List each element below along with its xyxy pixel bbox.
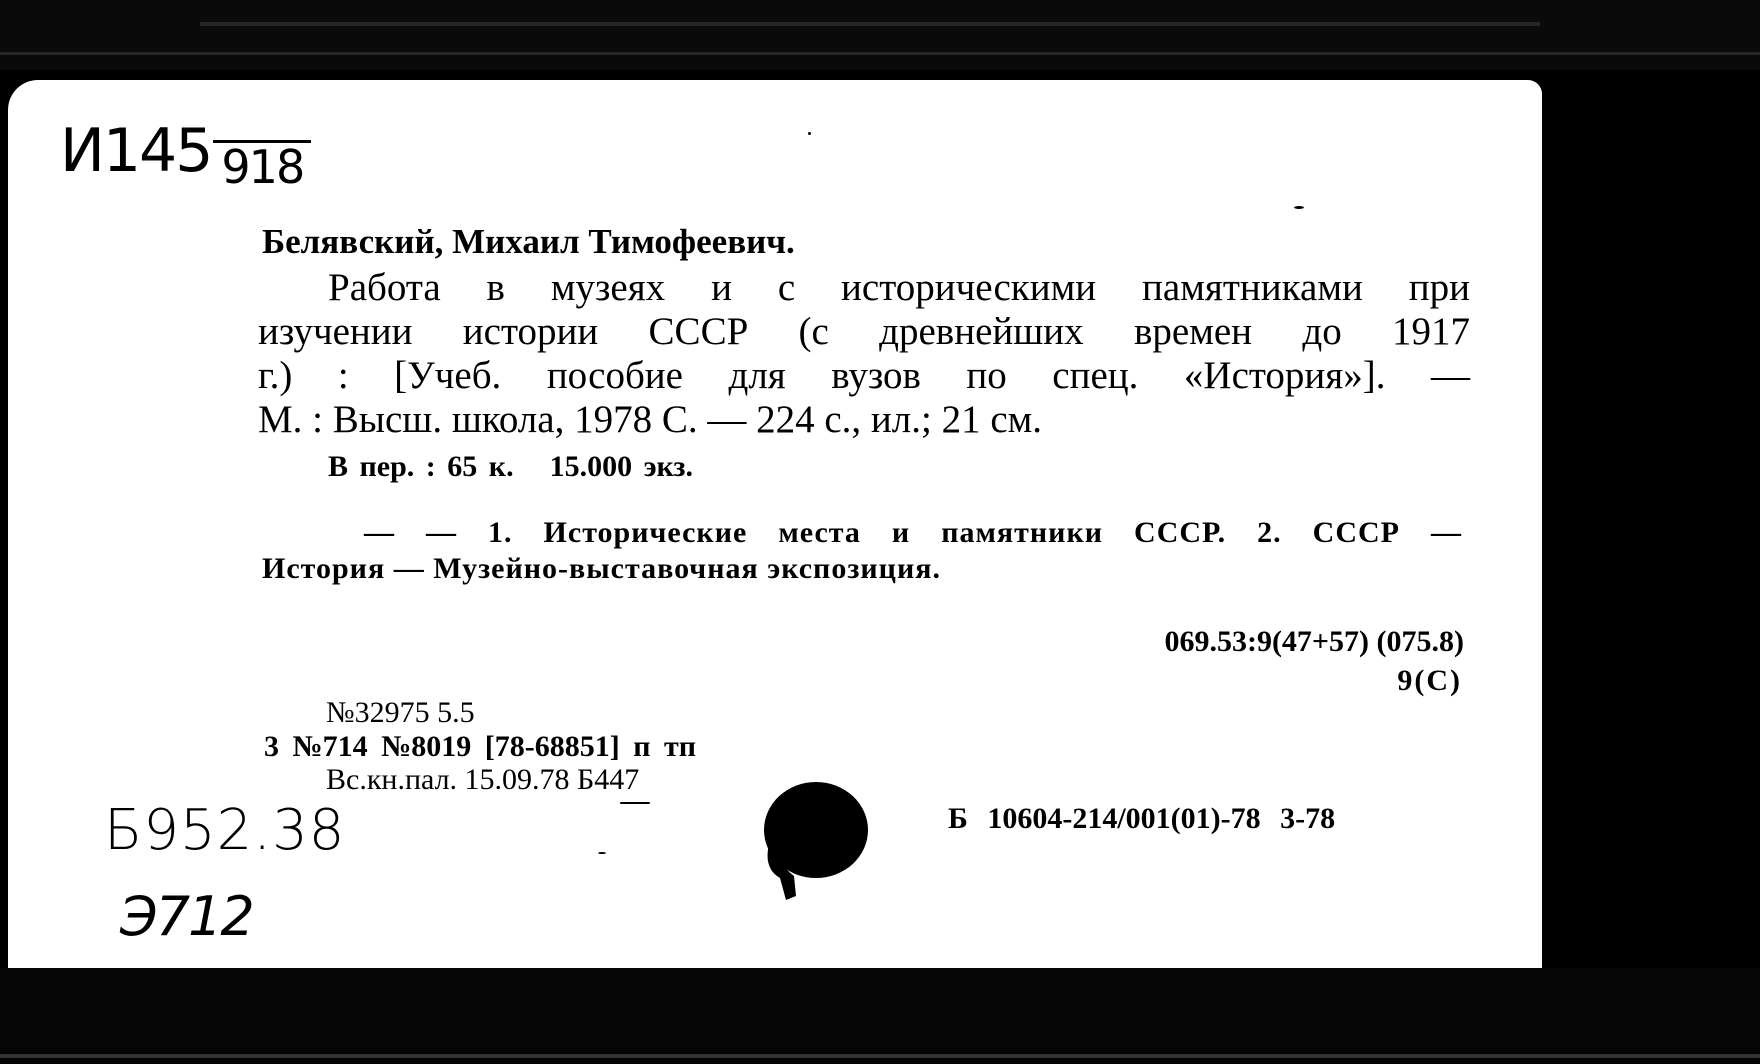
card-author: Белявский, Михаил Тимофеевич. [262, 222, 795, 261]
scan-noise-line [0, 1054, 1760, 1058]
scan-noise-line [0, 52, 1760, 55]
scan-speck [598, 852, 606, 854]
publisher-line: Вс.кн.пал. 15.09.78 Б447 [326, 763, 640, 796]
title-line: Работа в музеях и с историческими памятниками при [328, 266, 1470, 309]
card-title-block [258, 266, 1470, 442]
scan-speck [1294, 206, 1304, 209]
handwritten-shelf-mark [60, 116, 311, 194]
scan-bottom-border [0, 968, 1760, 1064]
handwritten-inventory-number: Б952.38 [104, 798, 346, 863]
binding-price-line [328, 450, 729, 484]
publisher-line: 3 №714 №8019 [78-68851] п тп [264, 730, 697, 763]
subject-line: — — 1. Исторические места и памятники СССР. 2. СССР — [364, 516, 1462, 549]
print-run: 15.000 экз. [549, 450, 693, 483]
shelf-mark-sub: 918 [213, 140, 311, 191]
scan-top-border [0, 0, 1760, 70]
catalog-card [8, 80, 1542, 968]
subject-line: История — Музейно-выставочная экспозиция. [262, 552, 941, 585]
isbn-code: Б 10604-214/001(01)-78 3-78 [948, 802, 1336, 835]
ink-blot-mark [758, 778, 868, 908]
handwritten-code: Э712 [120, 885, 253, 948]
title-line: г.) : [Учеб. пособие для вузов по спец. «История»]. — [258, 354, 1470, 397]
scan-speck [620, 802, 650, 804]
publisher-line: №32975 5.5 [326, 696, 475, 729]
title-line: М. : Высш. школа, 1978 С. — 224 с., ил.; 21 см. [258, 398, 1043, 441]
shelf-mark-main: И145 [60, 116, 212, 186]
scan-noise-line [200, 22, 1540, 26]
binding-price: В пер. : 65 к. [328, 450, 514, 483]
udc-classification: 069.53:9(47+57) (075.8) [1164, 625, 1464, 658]
bbk-classification: 9(С) [1397, 664, 1462, 697]
scan-speck [808, 132, 811, 135]
title-line: изучении истории СССР (с древнейших времен до 1917 [258, 310, 1470, 353]
subject-headings [262, 515, 1462, 587]
